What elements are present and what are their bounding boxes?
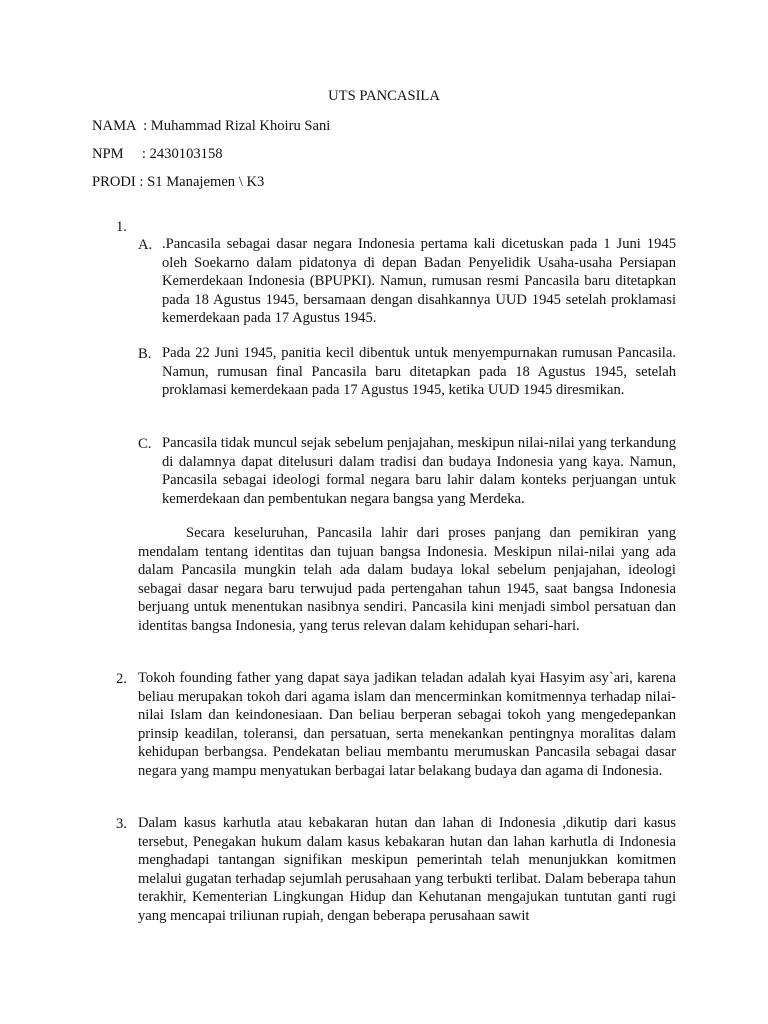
field-prodi-label: PRODI : (92, 174, 148, 190)
question-2-text: Tokoh founding father yang dapat saya jadikan teladan adalah kyai Hasyim asy`ari, karena beliau merupakan tokoh dari agama islam dan mencerminkan komitmennya terhadap nilai-nilai Islam dan keindonesiaan. Dan beliau berperan sebagai tokoh yang mengedepankan prinsip keadilan, toleransi, dan persatuan, serta menekankan pentingnya moralitas dalam kehidupan berbangsa. Pendekatan beliau membantu merumuskan Pancasila sebagai dasar negara yang mampu menyatukan berbagai latar belakang budaya dan agama di Indonesia. (138, 670, 676, 779)
question-3-number: 3. (116, 816, 127, 832)
item-b-text: Pada 22 Juni 1945, panitia kecil dibentuk untuk menyempurnakan rumusan Pancasila. Namun, rumusan final Pancasila baru ditetapkan pada 18 Agustus 1945, setelah proklamasi kemerdekaan pada 17 Agustus 1945, ketika UUD 1945 diresmikan. (162, 345, 676, 398)
item-a-letter: A. (138, 237, 153, 253)
question-2-number: 2. (116, 671, 127, 687)
item-c-text: Pancasila tidak muncul sejak sebelum penjajahan, meskipun nilai-nilai yang terkandung di dalamnya dapat ditelusuri dalam tradisi dan budaya Indonesia yang kaya. Namun, Pancasila sebagai ideologi formal negara baru lahir dalam konteks perjuangan untuk kemerdekaan dan pembentukan negara bangsa yang Merdeka. (162, 435, 676, 507)
field-nama-label: NAMA : (92, 118, 151, 134)
item-c-letter: C. (138, 436, 152, 452)
field-npm (92, 144, 223, 164)
field-npm-label: NPM : (92, 146, 150, 162)
field-prodi-value: S1 Manajemen \ K3 (147, 174, 265, 190)
field-nama (92, 116, 330, 136)
document-title: UTS PANCASILA (328, 88, 440, 104)
field-nama-value: Muhammad Rizal Khoiru Sani (150, 118, 331, 134)
item-a-text: .Pancasila sebagai dasar negara Indonesia pertama kali dicetuskan pada 1 Juni 1945 oleh Soekarno dalam pidatonya di depan Badan Penyelidik Usaha-usaha Persiapan Kemerdekaan Indonesia (BPUPKI). Namun, rumusan resmi Pancasila baru ditetapkan pada 18 Agustus 1945, bersamaan dengan disahkannya UUD 1945 setelah proklamasi kemerdekaan pada 17 Agustus 1945. (162, 236, 676, 326)
question-1-number: 1. (116, 219, 127, 235)
field-npm-value: 2430103158 (149, 146, 223, 162)
question-1-summary: Secara keseluruhan, Pancasila lahir dari proses panjang dan pemikiran yang mendalam tentang identitas dan tujuan bangsa Indonesia. Meskipun nilai-nilai yang ada dalam Pancasila mungkin telah ada dalam budaya lokal sebelum penjajahan, ideologi sebagai dasar negara baru terwujud pada pertengahan tahun 1945, saat bangsa Indonesia berjuang untuk menentukan nasibnya sendiri. Pancasila kini menjadi simbol persatuan dan identitas bangsa Indonesia, yang terus relevan dalam kehidupan sehari-hari. (138, 525, 676, 634)
field-prodi (92, 172, 264, 192)
question-3-text: Dalam kasus karhutla atau kebakaran hutan dan lahan di Indonesia ,dikutip dari kasus tersebut, Penegakan hukum dalam kasus kebakaran hutan dan lahan karhutla di Indonesia menghadapi tantangan signifikan meskipun pemerintah telah menunjukkan komitmen melalui gugatan terhadap sejumlah perusahaan yang terbukti terlibat. Dalam beberapa tahun terakhir, Kementerian Lingkungan Hidup dan Kehutanan mengajukan tuntutan ganti rugi yang mencapai triliunan rupiah, dengan beberapa perusahaan sawit (138, 815, 676, 924)
item-b-letter: B. (138, 346, 152, 362)
